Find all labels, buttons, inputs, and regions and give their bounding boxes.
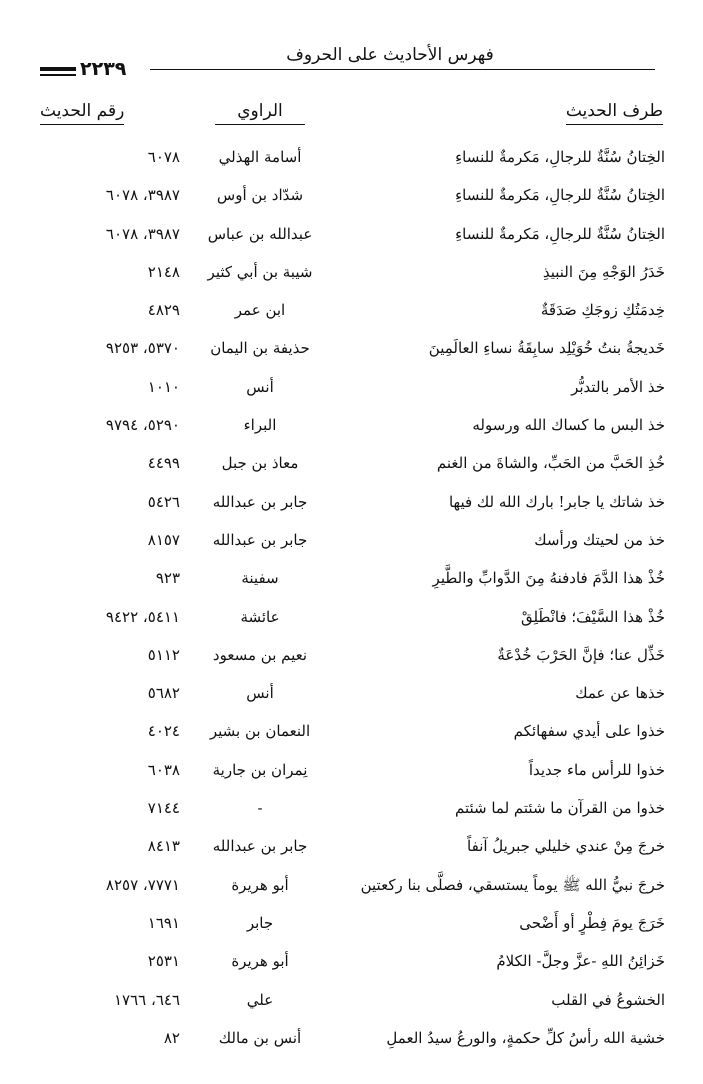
rawi-cell: عائشة — [240, 607, 280, 626]
table-row — [0, 559, 703, 597]
rawi-cell: النعمان بن بشير — [209, 722, 311, 741]
hadith-cell: الخِتانُ سُنَّةٌ للرجالِ، مَكرمةٌ للنساءِ — [455, 186, 665, 205]
table-row — [0, 866, 703, 904]
hadith-cell: خذوا على أيدي سفهائكم — [513, 722, 665, 741]
column-header-rawi — [215, 100, 305, 125]
hadith-cell: خُذْ هذا السَّيْفَ؛ فانْطَلِقْ — [520, 607, 665, 626]
table-row — [0, 215, 703, 253]
number-cell: ٣٩٨٧، ٦٠٧٨ — [105, 224, 180, 243]
table-row — [0, 329, 703, 367]
rawi-cell: شيبة بن أبي كثير — [207, 262, 313, 281]
column-header-underline — [40, 124, 124, 125]
number-cell: ٥٣٧٠، ٩٢٥٣ — [105, 339, 180, 358]
column-header-number-label: رقم الحديث — [40, 101, 125, 121]
number-cell: ٨١٥٧ — [147, 530, 180, 549]
column-header-number — [40, 100, 124, 125]
hadith-cell: خذ من لحيتك ورأسك — [534, 530, 665, 549]
hadith-cell: خرجَ نبيُّ الله ﷺ يوماً يستسقي، فصلَّى بنا ركعتين — [360, 875, 665, 894]
rawi-cell: جابر بن عبدالله — [212, 837, 308, 856]
page-number-thin-bar — [40, 74, 76, 76]
number-cell: ٢١٤٨ — [147, 262, 180, 281]
rawi-cell: علي — [246, 990, 274, 1009]
number-cell: ٩٢٣ — [155, 569, 180, 588]
table-row — [0, 483, 703, 521]
table-row — [0, 521, 703, 559]
rawi-cell: سفينة — [241, 569, 279, 588]
table-row — [0, 1019, 703, 1057]
column-header-hadith — [566, 100, 663, 125]
rawi-cell: حذيفة بن اليمان — [210, 339, 310, 358]
hadith-cell: خرجَ مِنْ عندي خليلي جبريلُ آنفاً — [467, 837, 665, 856]
number-cell: ٦٠٧٨ — [147, 148, 180, 166]
number-cell: ٦٠٣٨ — [147, 760, 180, 779]
table-row — [0, 291, 703, 329]
rawi-cell: نعيم بن مسعود — [212, 645, 308, 664]
number-cell: ٥٤٢٦ — [147, 492, 180, 511]
table-row — [0, 712, 703, 750]
hadith-cell: خَدَرُ الوَجْهِ مِنَ النبيذِ — [542, 262, 665, 281]
hadith-cell: خذ البس ما كساك الله ورسوله — [472, 416, 665, 435]
rawi-cell: البراء — [243, 416, 277, 435]
table-row — [0, 942, 703, 980]
rawi-cell: جابر بن عبدالله — [212, 530, 308, 549]
table-row — [0, 176, 703, 214]
number-cell: ٣٩٨٧، ٦٠٧٨ — [105, 186, 180, 205]
number-cell: ٨٢ — [163, 1028, 180, 1047]
hadith-cell: خِدمَتُكِ زوجَكِ صَدَقَةٌ — [540, 301, 665, 320]
rawi-cell: معاذ بن جبل — [221, 454, 299, 473]
number-cell: ٦٤٦، ١٧٦٦ — [113, 990, 180, 1009]
column-header-hadith-label: طرف الحديث — [565, 101, 663, 121]
number-cell: ٧٧٧١، ٨٢٥٧ — [105, 875, 180, 894]
page-number-block — [40, 58, 150, 80]
header-rule — [150, 69, 655, 70]
table-row — [0, 636, 703, 674]
hadith-cell: خذوا من القرآن ما شئتم لما شئتم — [454, 799, 665, 818]
page-number: ٢٢٣٩ — [80, 58, 127, 80]
table-row — [0, 598, 703, 636]
number-cell: ٨٤١٣ — [147, 837, 180, 856]
table-row — [0, 674, 703, 712]
rawi-cell: أنس — [246, 377, 274, 396]
rawi-cell: أسامة الهذلي — [218, 148, 302, 166]
table-row — [0, 253, 703, 291]
number-cell: ٥١١٢ — [147, 645, 180, 664]
number-cell: ١٠١٠ — [147, 377, 180, 396]
column-header-underline — [566, 124, 663, 125]
table-row — [0, 406, 703, 444]
column-header-rawi-label: الراوي — [237, 101, 283, 121]
rawi-cell: جابر — [246, 913, 274, 932]
hadith-cell: خَذِّل عنا؛ فإنَّ الحَرْبَ خُدْعَةٌ — [497, 645, 665, 664]
page-number-thick-bar — [40, 67, 76, 71]
number-cell: ٢٥٣١ — [147, 952, 180, 971]
hadith-cell: خَزائِنُ اللهِ -عزَّ وجلَّ- الكلامُ — [496, 952, 665, 971]
table-row — [0, 138, 703, 176]
number-cell: ٥٢٩٠، ٩٧٩٤ — [105, 416, 180, 435]
rawi-cell: أنس بن مالك — [218, 1028, 302, 1047]
column-header-underline — [215, 124, 305, 125]
running-header-title: فهرس الأحاديث على الحروف — [286, 45, 494, 65]
rawi-cell: أنس — [246, 684, 274, 703]
table-row — [0, 751, 703, 789]
table-row — [0, 827, 703, 865]
hadith-cell: خذ شاتك يا جابر! بارك الله لك فيها — [448, 492, 665, 511]
rawi-cell: أبو هريرة — [231, 952, 289, 971]
number-cell: ٧١٤٤ — [147, 799, 180, 818]
hadith-cell: خُذِ الحَبَّ من الحَبِّ، والشاةَ من الغنم — [436, 454, 665, 473]
hadith-cell: خَرَجَ يومَ فِطْرٍ أو أَضْحى — [519, 913, 665, 932]
table-row — [0, 444, 703, 482]
table-row — [0, 368, 703, 406]
hadith-cell: خذها عن عمك — [575, 684, 665, 703]
table-row — [0, 981, 703, 1019]
number-cell: ٤٤٩٩ — [147, 454, 180, 473]
hadith-cell: خذوا للرأس ماء جديداً — [528, 760, 665, 779]
table-row — [0, 904, 703, 942]
index-table — [0, 138, 703, 1057]
hadith-cell: خذ الأمر بالتدبُّر — [571, 377, 665, 396]
rawi-cell: جابر بن عبدالله — [212, 492, 308, 511]
rawi-cell: - — [257, 799, 263, 818]
number-cell: ١٦٩١ — [147, 913, 180, 932]
rawi-cell: أبو هريرة — [231, 875, 289, 894]
hadith-cell: الخشوعُ في القلب — [551, 990, 665, 1009]
rawi-cell: عبدالله بن عباس — [207, 224, 313, 243]
hadith-cell: خُذْ هذا الدَّمَ فادفنهُ مِنَ الدَّوابِّ والطَّيرِ — [432, 569, 665, 588]
table-row — [0, 789, 703, 827]
rawi-cell: شدّاد بن أوس — [216, 186, 304, 205]
number-cell: ٤٨٢٩ — [147, 301, 180, 320]
number-cell: ٤٠٢٤ — [147, 722, 180, 741]
hadith-cell: خَديجةُ بنتُ خُوَيْلِد سابِقَةُ نساءِ العالَمِينَ — [428, 339, 665, 358]
number-cell: ٥٤١١، ٩٤٢٢ — [105, 607, 180, 626]
number-cell: ٥٦٨٢ — [147, 684, 180, 703]
hadith-cell: الخِتانُ سُنَّةٌ للرجالِ، مَكرمةٌ للنساءِ — [455, 148, 665, 166]
rawi-cell: نِمران بن جارية — [212, 760, 308, 779]
hadith-cell: خشية الله رأسُ كلِّ حكمةٍ، والورعُ سيدُ العملِ — [386, 1028, 665, 1047]
rawi-cell: ابن عمر — [234, 301, 286, 320]
hadith-cell: الخِتانُ سُنَّةٌ للرجالِ، مَكرمةٌ للنساءِ — [455, 224, 665, 243]
